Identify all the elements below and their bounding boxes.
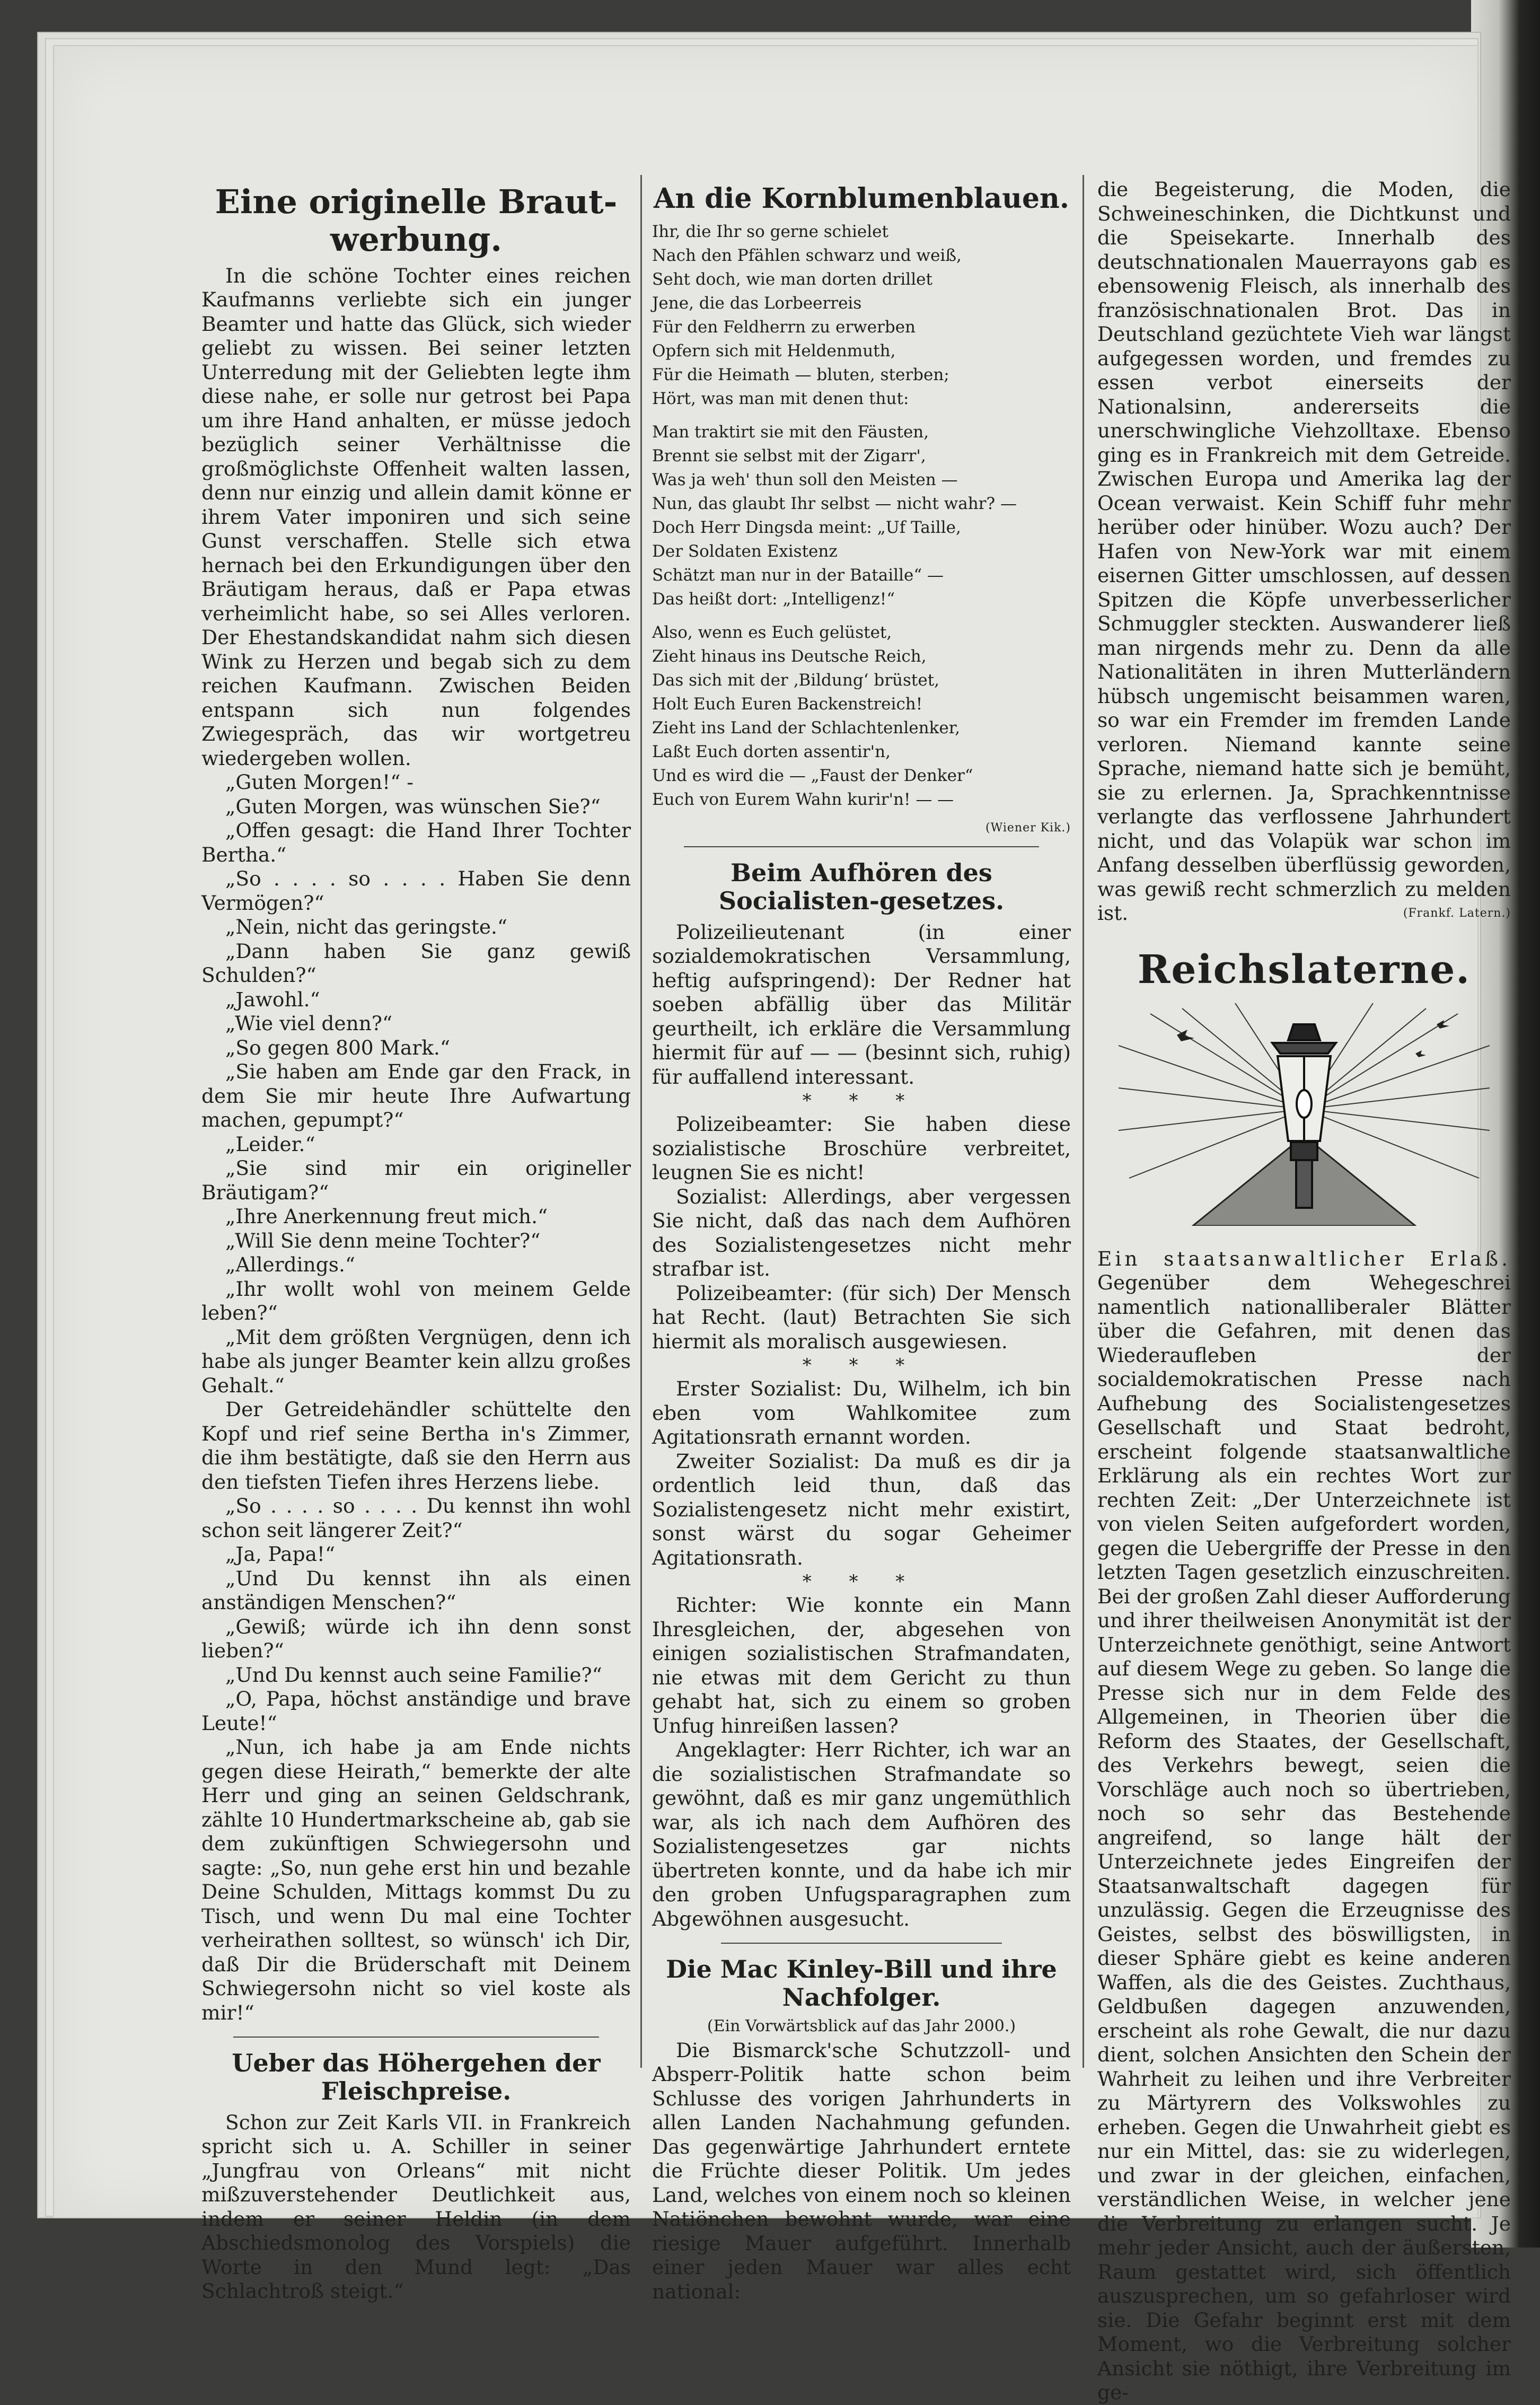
paragraph: Sozialist: Allerdings, aber vergessen Sie nicht, daß das nach dem Aufhören des Sozialistengesetzes nicht mehr strafbar ist. xyxy=(652,1184,1071,1281)
poem-line: Brennt sie selbst mit der Zigarr', xyxy=(652,446,926,466)
poem-line: Der Soldaten Existenz xyxy=(652,541,838,561)
poem-line: Jene, die das Lorbeerreis xyxy=(652,293,862,313)
poem-line: Zieht ins Land der Schlachtenlenker, xyxy=(652,718,960,738)
paragraph: Schon zur Zeit Karls VII. in Frankreich spricht sich u. A. Schiller in seiner „Jungfrau von Orleans“ mit nicht mißzuverstehender Deutlichkeit aus, indem er seiner Heldin (in dem Abschiedsmonolog des Vorspiels) die Worte in den Mund legt: „Das Schlachtroß steigt.“ xyxy=(201,2110,631,2303)
paragraph: „Gewiß; würde ich ihn denn sonst lieben?“ xyxy=(201,1614,631,1663)
poem-line: Und es wird die — „Faust der Denker“ xyxy=(652,766,973,785)
column-3 xyxy=(1097,127,1511,2405)
column-rule-2 xyxy=(1083,175,1084,2068)
paragraph: „Guten Morgen!“ - xyxy=(225,770,413,794)
poem-title: An die Kornblumenblauen. xyxy=(654,182,1069,215)
paragraph: In die schöne Tochter eines reichen Kaufmanns verliebte sich ein junger Beamter und hatte das Glück, sich wieder geliebt zu wissen. Bei seiner letzten Unterredung mit der Geliebten legte ihm diese nahe, er solle nur getrost bei Papa um ihre Hand anhalten, er müsse jedoch bezüglich seiner Verhältnisse die großmöglichste Offenheit walten lassen, denn nur einzig und allein damit könne er ihrem Vater imponiren und sich seine Gunst verschaffen. Stelle sich etwa hernach bei den Erkundigungen über den Bräutigam heraus, daß er Papa etwas verheimlicht habe, so sei Alles verloren. Der Ehestandskandidat nahm sich diesen Wink zu Herzen und begab sich zu dem reichen Kaufmann. Zwischen Beiden entspann sich nun folgendes Zwiegespräch, das wir wortgetreu wiedergeben wollen. xyxy=(201,264,631,770)
paragraph: Zweiter Sozialist: Da muß es dir ja ordentlich leid thun, daß das Sozialistengesetz nicht mehr existirt, sonst wärst du sogar Geheimer Agitationsrath. xyxy=(652,1449,1071,1569)
poem-source: (Wiener Kik.) xyxy=(985,821,1071,835)
paragraph: Erster Sozialist: Du, Wilhelm, ich bin eben vom Wahlkomitee zum Agitationsrath ernannt worden. xyxy=(652,1377,1071,1449)
paragraph: Polizeibeamter: (für sich) Der Mensch hat Recht. (laut) Betrachten Sie sich hiermit als moralisch ausgewiesen. xyxy=(652,1281,1071,1353)
paragraph: „Nein, nicht das geringste.“ xyxy=(225,915,508,939)
paragraph: „Und Du kennst ihn als einen anständigen Menschen?“ xyxy=(201,1566,631,1614)
poem-line: Seht doch, wie man dorten drillet xyxy=(652,269,932,289)
paragraph: Der Getreidehändler schüttelte den Kopf und rief seine Bertha in's Zimmer, die ihm bestätigte, daß sie den Herrn aus den tiefsten Tiefen ihres Herzens liebe. xyxy=(201,1398,631,1494)
paragraph: „So gegen 800 Mark.“ xyxy=(225,1035,451,1059)
article-body-socialistengesetz xyxy=(652,920,1071,1932)
poem-line: Laßt Euch dorten assentir'n, xyxy=(652,742,891,761)
poem-line: Opfern sich mit Heldenmuth, xyxy=(652,341,896,361)
poem-stanza xyxy=(652,621,1071,812)
paragraph: Polizeibeamter: Sie haben diese sozialistische Broschüre verbreitet, leugnen Sie es nicht! xyxy=(652,1112,1071,1184)
divider xyxy=(721,1943,1002,1944)
poem-line: Euch von Eurem Wahn kurir'n! — — xyxy=(652,789,954,809)
paragraph: „Will Sie denn meine Tochter?“ xyxy=(225,1228,541,1252)
paragraph: Richter: Wie konnte ein Mann Ihresgleichen, der, abgesehen von einigen sozialistischen Strafmandaten, nie etwas mit dem Gericht zu thun gehabt hat, sich zu einem so groben Unfug hinreißen lassen? xyxy=(652,1593,1071,1737)
poem-line: Doch Herr Dingsda meint: „Uf Taille, xyxy=(652,517,961,537)
paragraph: „O, Papa, höchst anständige und brave Leute!“ xyxy=(201,1687,631,1735)
poem-line: Was ja weh' thun soll den Meisten — xyxy=(652,470,958,489)
poem-line: Zieht hinaus ins Deutsche Reich, xyxy=(652,646,927,666)
article-body-mac-kinley: Die Bismarck'sche Schutzzoll- und Absperr-Politik hatte schon beim Schlusse des vorigen Jahrhunderts in allen Landen Nachahmung gefunden. Das gegenwärtige Jahrhundert erntete die Früchte dieser Politik. Um jedes Land, welches von einem noch so kleinen Natiönchen bewohnt wurde, war eine riesige Mauer aufgeführt. Innerhalb einer jeden Mauer war alles echt national: xyxy=(652,2038,1071,2303)
paragraph: „Leider.“ xyxy=(225,1132,315,1156)
poem-line: Also, wenn es Euch gelüstet, xyxy=(652,622,892,642)
erlass-text xyxy=(1097,1247,1511,2405)
article-body-brautwerbung xyxy=(201,264,631,2025)
poem-line: Man traktirt sie mit den Fäusten, xyxy=(652,422,929,442)
poem-line: Holt Euch Euren Backenstreich! xyxy=(652,694,923,714)
paragraph: „Sie sind mir ein origineller Bräutigam?“ xyxy=(201,1156,631,1204)
article-title-socialistengesetz: Beim Aufhören des Socialisten-gesetzes. xyxy=(718,858,1005,915)
poem-body xyxy=(652,220,1071,812)
poem-line: Das heißt dort: „Intelligenz!“ xyxy=(652,589,895,609)
continuation-body: die Begeisterung, die Moden, die Schweineschinken, die Dichtkunst und die Speisekarte. Innerhalb des deutschnationalen Mauerrayons gab es ebensowenig Fleisch, als innerhalb des französischnationalen Brot. Das in Deutschland gezüchtete Vieh war längst aufgegessen worden, und fremdes zu essen verbot einerseits der Nationalsinn, andererseits die unerschwingliche Viehzolltaxe. Ebenso ging es in Frankreich mit dem Getreide. Zwischen Europa und Amerika lag der Ocean verwaist. Kein Schiff fuhr mehr herüber oder hinüber. Wozu auch? Der Hafen von New-York war mit einem eisernen Gitter umschlossen, auf dessen Spitzen die Köpfe unverbesserlicher Schmuggler steckten. Auswanderer ließ man nirgends mehr zu. Denn da alle Nationalitäten in ihren Mutterländern hübsch ungemischt beisammen waren, so war ein Fremder im fremden Lande verloren. Niemand kannte seine Sprache, niemand hatte sich je bemüht, sie zu erlernen. Ja, Sprachkenntnisse verlangte das verflossene Jahrhundert nicht, und das Volapük war schon im Anfang desselben überflüssig geworden, was gewiß recht schmerzlich zu melden ist. xyxy=(1097,178,1511,925)
paragraph: „Dann haben Sie ganz gewiß Schulden?“ xyxy=(201,939,631,987)
poem-line: Für die Heimath — bluten, sterben; xyxy=(652,365,949,384)
paragraph: „Allerdings.“ xyxy=(225,1253,356,1277)
paragraph: „Mit dem größten Vergnügen, denn ich habe als junger Beamter kein allzu großes Gehalt.“ xyxy=(201,1325,631,1397)
erlass-lead: Ein staatsanwaltlicher Erlaß. xyxy=(1097,1247,1511,1270)
paragraph: „Guten Morgen, was wünschen Sie?“ xyxy=(225,794,601,818)
paragraph: „Ihre Anerkennung freut mich.“ xyxy=(225,1205,548,1228)
poem-line: Hört, was man mit denen thut: xyxy=(652,389,909,408)
paragraph: Polizeilieutenant (in einer sozialdemokratischen Versammlung, heftig aufspringend): Der Redner hat soeben abfällig über das Militär geurtheilt, ich erkläre die Versammlung hiermit für auf — — (besinnt sich, ruhig) für auffallend interessant. xyxy=(652,920,1071,1089)
article-title-mac-kinley: Die Mac Kinley-Bill und ihre Nachfolger. xyxy=(666,1955,1057,2012)
poem-stanza xyxy=(652,220,1071,411)
paragraph: „Ihr wollt wohl von meinem Gelde leben?“ xyxy=(201,1277,631,1325)
section-separator: * * * xyxy=(802,1571,921,1593)
paragraph: „Sie haben am Ende gar den Frack, in dem Sie mir heute Ihre Aufwartung machen, gepumpt?“ xyxy=(201,1060,631,1132)
section-separator: * * * xyxy=(802,1355,921,1376)
article-title-brautwerbung: Eine originelle Braut-werbung. xyxy=(215,182,618,259)
paragraph: „So . . . . so . . . . Haben Sie denn Vermögen?“ xyxy=(201,867,631,915)
paragraph: „Nun, ich habe ja am Ende nichts gegen diese Heirath,“ bemerkte der alte Herr und ging an seinen Geldschrank, zählte 10 Hundertmarkscheine ab, gab sie dem zukünftigen Schwiegersohn und sagte: „So, nun gehe erst hin und bezahle Deine Schulden, Mittags kommst Du zu Tisch, und wenn Du mal eine Tochter verheirathen solltest, so wünsch' ich Dir, daß Dir die Brüderschaft mit Deinem Schwiegersohn nicht so viel koste als mir!“ xyxy=(201,1735,631,2024)
reichslaterne-masthead: Reichslaterne. xyxy=(1137,946,1471,993)
article-subtitle-mac-kinley: (Ein Vorwärtsblick auf das Jahr 2000.) xyxy=(707,2016,1016,2035)
lantern-illustration xyxy=(1119,1003,1490,1226)
poem-line: Für den Feldherrn zu erwerben xyxy=(652,317,916,337)
column-2 xyxy=(652,127,1071,2304)
article-body-fleischpreise xyxy=(201,2111,631,2304)
poem-line: Ihr, die Ihr so gerne schielet xyxy=(652,222,888,241)
divider xyxy=(684,846,1039,847)
column-1 xyxy=(201,127,631,2304)
paragraph: „Wie viel denn?“ xyxy=(225,1012,393,1035)
poem-line: Das sich mit der ‚Bildung‘ brüstet, xyxy=(652,670,940,690)
section-separator: * * * xyxy=(802,1090,921,1112)
paragraph: Angeklagter: Herr Richter, ich war an die sozialistischen Strafmandate so gewöhnt, daß es mir ganz ungemüthlich war, als ich nach dem Aufhören des Sozialistengesetzes gar nichts übertreten konnte, und da habe ich mir den groben Unfugsparagraphen zum Abgewöhnen ausgesucht. xyxy=(652,1738,1071,1930)
poem-line: Nach den Pfählen schwarz und weiß, xyxy=(652,245,962,265)
divider xyxy=(233,2037,599,2038)
paragraph: „Und Du kennst auch seine Familie?“ xyxy=(225,1663,602,1687)
erlass-body: Gegenüber dem Wehegeschrei namentlich nationalliberaler Blätter über die Gefahren, mit denen das Wiederaufleben der socialdemokratischen Presse nach Aufhebung des Socialistengesetzes Gesellschaft und Staat bedroht, erscheint folgende staatsanwaltliche Erklärung als ein rechtes Wort zur rechten Zeit: „Der Unterzeichnete ist von vielen Seiten aufgefordert worden, gegen die Uebergriffe der Presse in den letzten Tagen gesetzlich einzuschreiten. Bei der großen Zahl dieser Aufforderung und ihrer theilweisen Anonymität ist der Unterzeichnete genöthigt, seine Antwort auf diesem Wege zu geben. So lange die Presse sich nur in dem Felde des Allgemeinen, in Theorien über die Reform des Staates, der Gesellschaft, des Verkehrs bewegt, seien die Vorschläge auch noch so übertrieben, noch so sehr das Bestehende angreifend, so lange hält der Unterzeichnete jedes Eingreifen der Staatsanwaltschaft dagegen für unzulässig. Gegen die Erzeugnisse des Geistes, selbst des böswilligsten, in dieser Sphäre giebt es keine anderen Waffen, als die des Geistes. Zuchthaus, Geldbußen dagegen anzuwenden, erscheint als rohe Gewalt, die nur dazu dient, solchen Ansichten den Schein der Wahrheit zu leihen und ihre Verbreiter zu Märtyrern des Volkswohles zu erheben. Gegen die Unwahrheit giebt es nur ein Mittel, das: sie zu widerlegen, und zwar in der gleichen, einfachen, verständlichen Weise, in welcher jene die Verbreitung zu erlangen sucht. Je mehr jeder Ansicht, auch der äußersten, Raum gestattet wird, sich öffentlich auszusprechen, um so gefahrloser wird sie. Die Gefahr beginnt erst mit dem Moment, wo die Verbreitung solcher Ansicht sie nöthigt, ihre Verbreitung im ge- xyxy=(1097,1271,1511,2404)
continuation-text xyxy=(1097,178,1511,926)
paragraph: „So . . . . so . . . . Du kennst ihn wohl schon seit längerer Zeit?“ xyxy=(201,1494,631,1542)
poem-line: Schätzt man nur in der Bataille“ — xyxy=(652,565,944,585)
poem-stanza xyxy=(652,420,1071,611)
poem-line: Nun, das glaubt Ihr selbst — nicht wahr? — xyxy=(652,494,1017,513)
column-rule-1 xyxy=(640,175,642,2068)
article-title-fleischpreise: Ueber das Höhergehen der Fleischpreise. xyxy=(232,2049,601,2105)
paragraph: „Jawohl.“ xyxy=(225,987,320,1011)
paragraph: „Ja, Papa!“ xyxy=(225,1542,336,1566)
paragraph: „Offen gesagt: die Hand Ihrer Tochter Bertha.“ xyxy=(201,819,631,866)
continuation-source: (Frankf. Latern.) xyxy=(1403,907,1511,920)
